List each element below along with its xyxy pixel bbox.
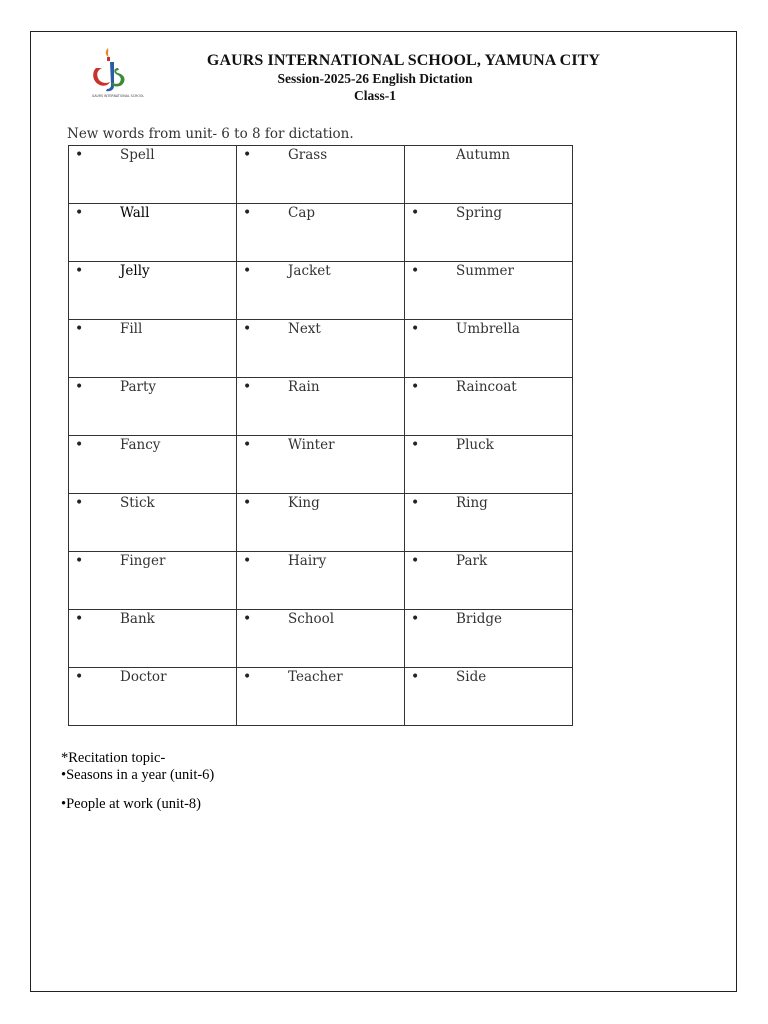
dictation-word: Party [120,379,157,395]
dictation-word: Ring [456,495,488,511]
table-cell [237,320,405,378]
bullet-icon: • [243,669,252,685]
table-row [69,146,573,204]
table-cell [69,668,237,726]
dictation-word: Wall [120,205,150,221]
document-header [150,52,620,104]
bullet-icon: • [75,611,84,627]
table-row [69,204,573,262]
recitation-item: •People at work (unit-8) [61,796,201,812]
dictation-word: Fill [120,321,143,337]
bullet-icon: • [243,495,252,511]
bullet-icon: • [411,553,420,569]
bullet-icon: • [243,379,252,395]
table-cell [69,146,237,204]
table-cell [69,262,237,320]
table-cell [69,494,237,552]
session-title: Session-2025-26 English Dictation [277,71,473,86]
dictation-word: School [288,611,335,627]
dictation-word: Rain [288,379,320,395]
table-cell [69,320,237,378]
dictation-word: Raincoat [456,379,517,395]
table-cell [69,552,237,610]
dictation-word: Park [456,553,488,569]
bullet-icon: • [75,669,84,685]
recitation-item: •Seasons in a year (unit-6) [61,767,215,783]
table-cell [237,378,405,436]
table-cell [405,204,573,262]
dictation-word: Bridge [456,611,502,627]
dictation-word: Side [456,669,487,685]
dictation-word: Hairy [288,553,327,569]
table-cell [69,204,237,262]
recitation-section [61,750,214,813]
table-row [69,378,573,436]
recitation-title: *Recitation topic- [61,750,166,766]
table-cell [237,494,405,552]
dictation-word: Umbrella [456,321,520,337]
dictation-word: Grass [288,147,328,163]
bullet-icon: • [411,437,420,453]
table-cell [237,204,405,262]
table-cell [69,610,237,668]
dictation-word: Jelly [120,263,150,279]
bullet-icon: • [411,321,420,337]
table-row [69,262,573,320]
table-cell [237,610,405,668]
table-cell [237,436,405,494]
bullet-icon: • [75,379,84,395]
table-cell [405,552,573,610]
table-row [69,668,573,726]
class-label: Class-1 [353,88,396,103]
bullet-icon: • [75,263,84,279]
table-cell [237,146,405,204]
dictation-word: Winter [288,437,335,453]
table-cell [405,494,573,552]
table-row [69,610,573,668]
dictation-word: Spell [120,147,155,163]
bullet-icon: • [75,321,84,337]
dictation-word: Spring [456,205,502,221]
table-cell [405,262,573,320]
bullet-icon: • [75,553,84,569]
dictation-word: Doctor [120,669,167,685]
table-cell [69,436,237,494]
table-cell [405,378,573,436]
table-cell [405,610,573,668]
dictation-word: Finger [120,553,166,569]
table-cell [405,146,573,204]
dictation-word: Bank [120,611,155,627]
dictation-word: Fancy [120,437,161,453]
bullet-icon: • [243,553,252,569]
bullet-icon: • [75,495,84,511]
table-cell [237,668,405,726]
dictation-word: Pluck [456,437,494,453]
bullet-icon: • [75,147,84,163]
bullet-icon: • [243,147,252,163]
table-cell [237,552,405,610]
dictation-word: Cap [288,205,316,221]
school-name: GAURS INTERNATIONAL SCHOOL, YAMUNA CITY [206,52,601,69]
logo-text: GAURS INTERNATIONAL SCHOOL [91,94,145,98]
table-cell [405,320,573,378]
dictation-words-table [68,145,573,726]
table-row [69,552,573,610]
bullet-icon: • [243,321,252,337]
dictation-word: Teacher [288,669,343,685]
bullet-icon: • [411,205,420,221]
dictation-word: King [288,495,320,511]
bullet-icon: • [411,263,420,279]
dictation-word: Autumn [456,147,511,163]
intro-text: New words from unit- 6 to 8 for dictation. [67,126,354,142]
bullet-icon: • [411,379,420,395]
bullet-icon: • [75,205,84,221]
bullet-icon: • [243,263,252,279]
dictation-word: Stick [120,495,155,511]
dictation-word: Jacket [288,263,331,279]
dictation-word: Next [288,321,321,337]
dictation-word: Summer [456,263,514,279]
bullet-icon: • [243,205,252,221]
table-cell [405,436,573,494]
table-row [69,320,573,378]
table-row [69,494,573,552]
bullet-icon: • [243,437,252,453]
bullet-icon: • [243,611,252,627]
table-row [69,436,573,494]
table-cell [405,668,573,726]
bullet-icon: • [411,669,420,685]
bullet-icon: • [75,437,84,453]
bullet-icon: • [411,611,420,627]
bullet-icon: • [411,495,420,511]
table-cell [69,378,237,436]
table-cell [237,262,405,320]
